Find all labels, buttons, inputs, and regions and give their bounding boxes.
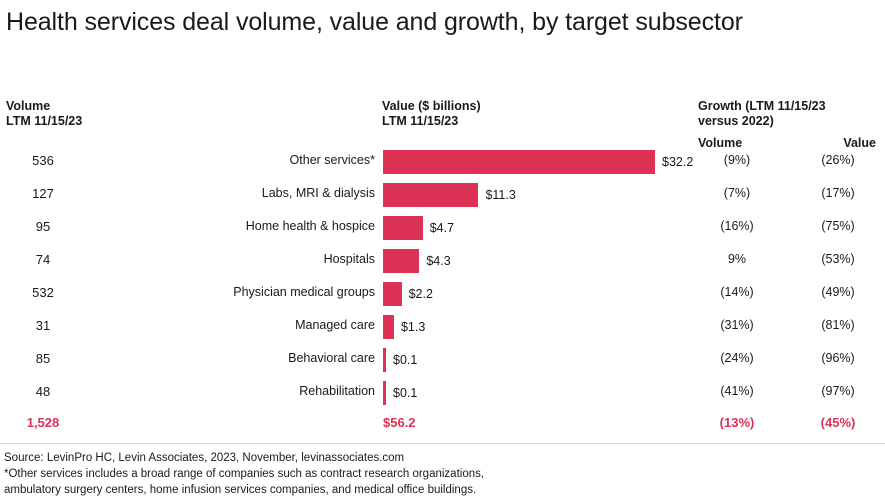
row-category-label: Other services* [289,153,375,167]
chart-row [0,377,885,410]
bar [383,381,386,405]
chart-row [0,344,885,377]
row-category-label: Home health & hospice [245,219,375,233]
footnotes [4,450,704,498]
row-category-label: Physician medical groups [233,285,375,299]
column-header-value [382,99,582,129]
column-header-growth [698,99,878,129]
footer-divider [0,443,885,444]
row-bar-wrap [383,183,683,207]
bar [383,315,394,339]
totals-row [0,415,885,437]
chart-row [0,278,885,311]
row-volume: 95 [35,219,51,234]
bar-value-label: $4.3 [426,254,451,268]
bar-value-label: $1.3 [400,320,426,334]
bar [383,216,423,240]
total-volume: 1,528 [26,415,60,430]
row-bar-wrap [383,315,683,339]
row-growth-volume: (24%) [720,351,754,365]
row-growth-volume: (14%) [720,285,754,299]
chart-row [0,245,885,278]
row-bar-wrap [383,249,683,273]
row-volume: 48 [35,384,51,399]
column-header-growth-volume: Volume [698,136,743,150]
row-growth-volume: (16%) [720,219,754,233]
source-note: Source: LevinPro HC, Levin Associates, 2023, November, levinassociates.com [4,452,405,464]
row-volume: 532 [32,285,54,300]
chart-row [0,179,885,212]
row-volume: 74 [35,252,51,267]
row-growth-value: (49%) [821,285,855,299]
bar-value-label: $0.1 [393,353,418,367]
row-category-label: Behavioral care [288,351,375,365]
row-category-label: Hospitals [323,252,375,266]
row-growth-value: (17%) [821,186,855,200]
row-bar-wrap [383,348,683,372]
bar [383,348,386,372]
row-growth-value: (96%) [821,351,855,365]
total-growth-volume: (13%) [719,415,755,430]
row-bar-wrap [383,216,683,240]
column-header-volume [6,99,126,129]
column-header-volume-line2: LTM 11/15/23 [6,114,83,128]
chart-row [0,146,885,179]
column-header-volume-line1: Volume [6,99,51,113]
row-growth-value: (81%) [821,318,855,332]
column-header-value-line1: Value ($ billions) [382,99,481,113]
row-category-label: Labs, MRI & dialysis [261,186,375,200]
row-growth-value: (97%) [821,384,855,398]
row-volume: 127 [32,186,54,201]
other-services-note-line1: *Other services includes a broad range of companies such as contract research organizations, [4,468,485,480]
bar [383,249,419,273]
chart-row [0,311,885,344]
other-services-note-line2: ambulatory surgery centers, home infusion services companies, and medical office buildings. [4,484,477,496]
bar [383,282,402,306]
column-header-value-line2: LTM 11/15/23 [382,114,459,128]
bar-value-label: $11.3 [485,188,516,202]
row-volume: 536 [32,153,54,168]
row-growth-value: (75%) [821,219,855,233]
row-growth-value: (26%) [821,153,855,167]
column-header-growth-line2: versus 2022) [698,114,774,128]
row-category-label: Rehabilitation [299,384,375,398]
bar-value-label: $4.7 [429,221,455,235]
bar-value-label: $0.1 [393,386,418,400]
chart-rows [0,146,885,410]
chart-row [0,212,885,245]
row-growth-value: (53%) [821,252,855,266]
total-value: $56.2 [383,415,416,430]
row-growth-volume: (7%) [723,186,751,200]
row-bar-wrap [383,282,683,306]
row-growth-volume: 9% [727,252,747,266]
row-bar-wrap [383,381,683,405]
bar [383,183,478,207]
row-bar-wrap [383,150,694,174]
bar-value-label: $2.2 [408,287,433,301]
row-growth-volume: (31%) [720,318,754,332]
bar-value-label: $32.2 [662,155,694,169]
column-header-growth-value: Value [843,136,876,150]
row-growth-volume: (9%) [723,153,751,167]
row-growth-volume: (41%) [720,384,754,398]
row-volume: 85 [35,351,51,366]
page-title: Health services deal volume, value and growth, by target subsector [6,8,743,36]
column-header-growth-line1: Growth (LTM 11/15/23 [698,99,826,113]
row-category-label: Managed care [295,318,375,332]
bar [383,150,655,174]
row-volume: 31 [35,318,51,333]
total-growth-value: (45%) [820,415,856,430]
